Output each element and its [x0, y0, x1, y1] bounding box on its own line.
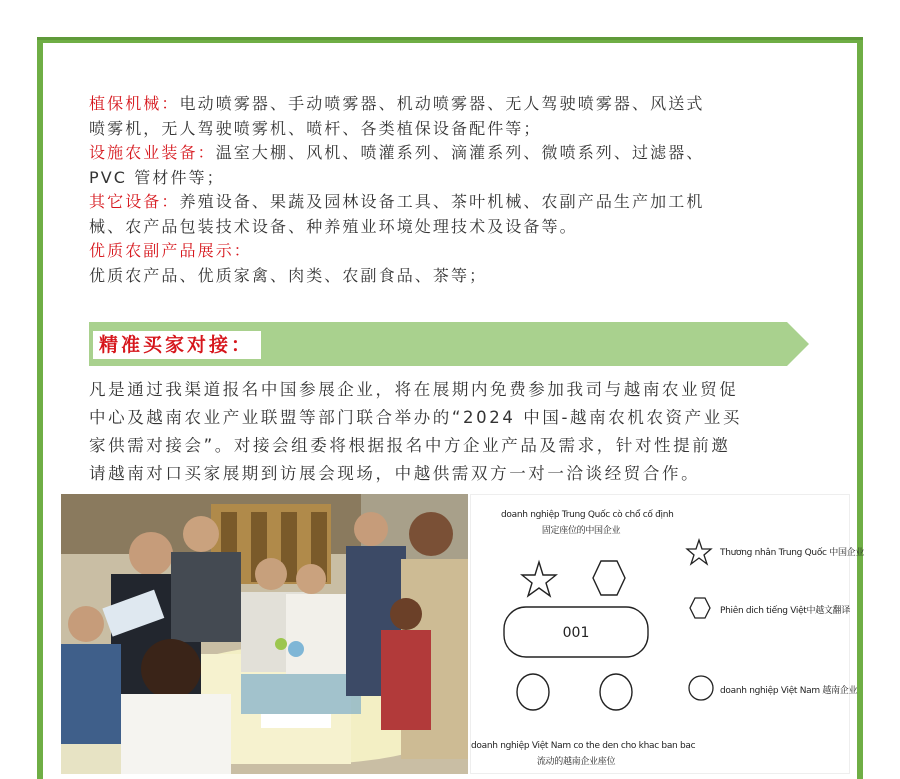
circle-icon: [600, 674, 632, 710]
bottom-label-cn: 流动的越南企业座位: [536, 757, 616, 767]
facility-agri-line1: 设施农业装备：温室大棚、风机、喷灌系列、滴灌系列、微喷系列、过滤器、: [89, 143, 705, 162]
other-equipment-line2: 械、农产品包装技术设备、种养殖业环境处理技术及设备等。: [89, 216, 578, 236]
frame-top-accent: [37, 37, 863, 40]
legend-circle-text: doanh nghiệp Việt Nam 越南企业: [720, 686, 858, 696]
hexagon-icon: [593, 561, 625, 595]
facility-agri-line2: PVC 管材件等；: [89, 167, 225, 187]
buyer-matching-body: [89, 376, 809, 488]
buyer-matching-line: 家供需对接会”。对接会组委将根据报名中方企业产品及需求，针对性提前邀: [89, 436, 731, 455]
top-label-vi: doanh nghiệp Trung Quốc cò chổ cố định: [501, 510, 674, 520]
product-categories: [89, 92, 809, 288]
circle-icon: [517, 674, 549, 710]
other-equipment-line1: 其它设备：养殖设备、果蔬及园林设备工具、茶叶机械、农副产品生产加工机: [89, 192, 705, 211]
quality-products-line1: 优质农产品、优质家禽、肉类、农副食品、茶等；: [89, 265, 488, 285]
matchmaking-event-photo: [61, 494, 468, 774]
seating-diagram: [470, 494, 865, 774]
legend-star-icon: [687, 540, 711, 564]
plant-protection-label: 植保机械：: [89, 94, 180, 113]
quality-products-label: 优质农副产品展示：: [89, 241, 252, 260]
buyer-matching-banner: [89, 322, 809, 366]
legend-circle-icon: [689, 676, 713, 700]
plant-protection-line2: 喷雾机，无人驾驶喷雾机、喷杆、各类植保设备配件等；: [89, 118, 542, 138]
table-number: 001: [562, 625, 590, 641]
quality-products-label-line: [89, 239, 809, 264]
top-label-cn: 固定座位的中国企业: [541, 526, 621, 536]
star-icon: [522, 562, 556, 596]
buyer-matching-title: 精准买家对接：: [93, 331, 261, 359]
legend-hexagon-text: Phiên dich tiếng Việt中越文翻译: [720, 606, 851, 616]
buyer-matching-line: 中心及越南农业产业联盟等部门联合举办的“2024 中国-越南农机农资产业买: [89, 408, 742, 427]
plant-protection-line1: 植保机械：电动喷雾器、手动喷雾器、机动喷雾器、无人驾驶喷雾器、风送式: [89, 94, 705, 113]
facility-agri-label: 设施农业装备：: [89, 143, 216, 162]
bottom-label-vi: doanh nghiệp Việt Nam co the den cho khac ban bac: [471, 741, 696, 751]
other-equipment-label: 其它设备：: [89, 192, 180, 211]
legend-hexagon-icon: [690, 598, 710, 618]
buyer-matching-line: 凡是通过我渠道报名中国参展企业，将在展期内免费参加我司与越南农业贸促: [89, 380, 739, 399]
buyer-matching-line: 请越南对口买家展期到访展会现场，中越供需双方一对一洽谈经贸合作。: [89, 464, 701, 483]
legend-star-text: Thương nhân Trung Quốc 中国企业: [720, 548, 865, 558]
